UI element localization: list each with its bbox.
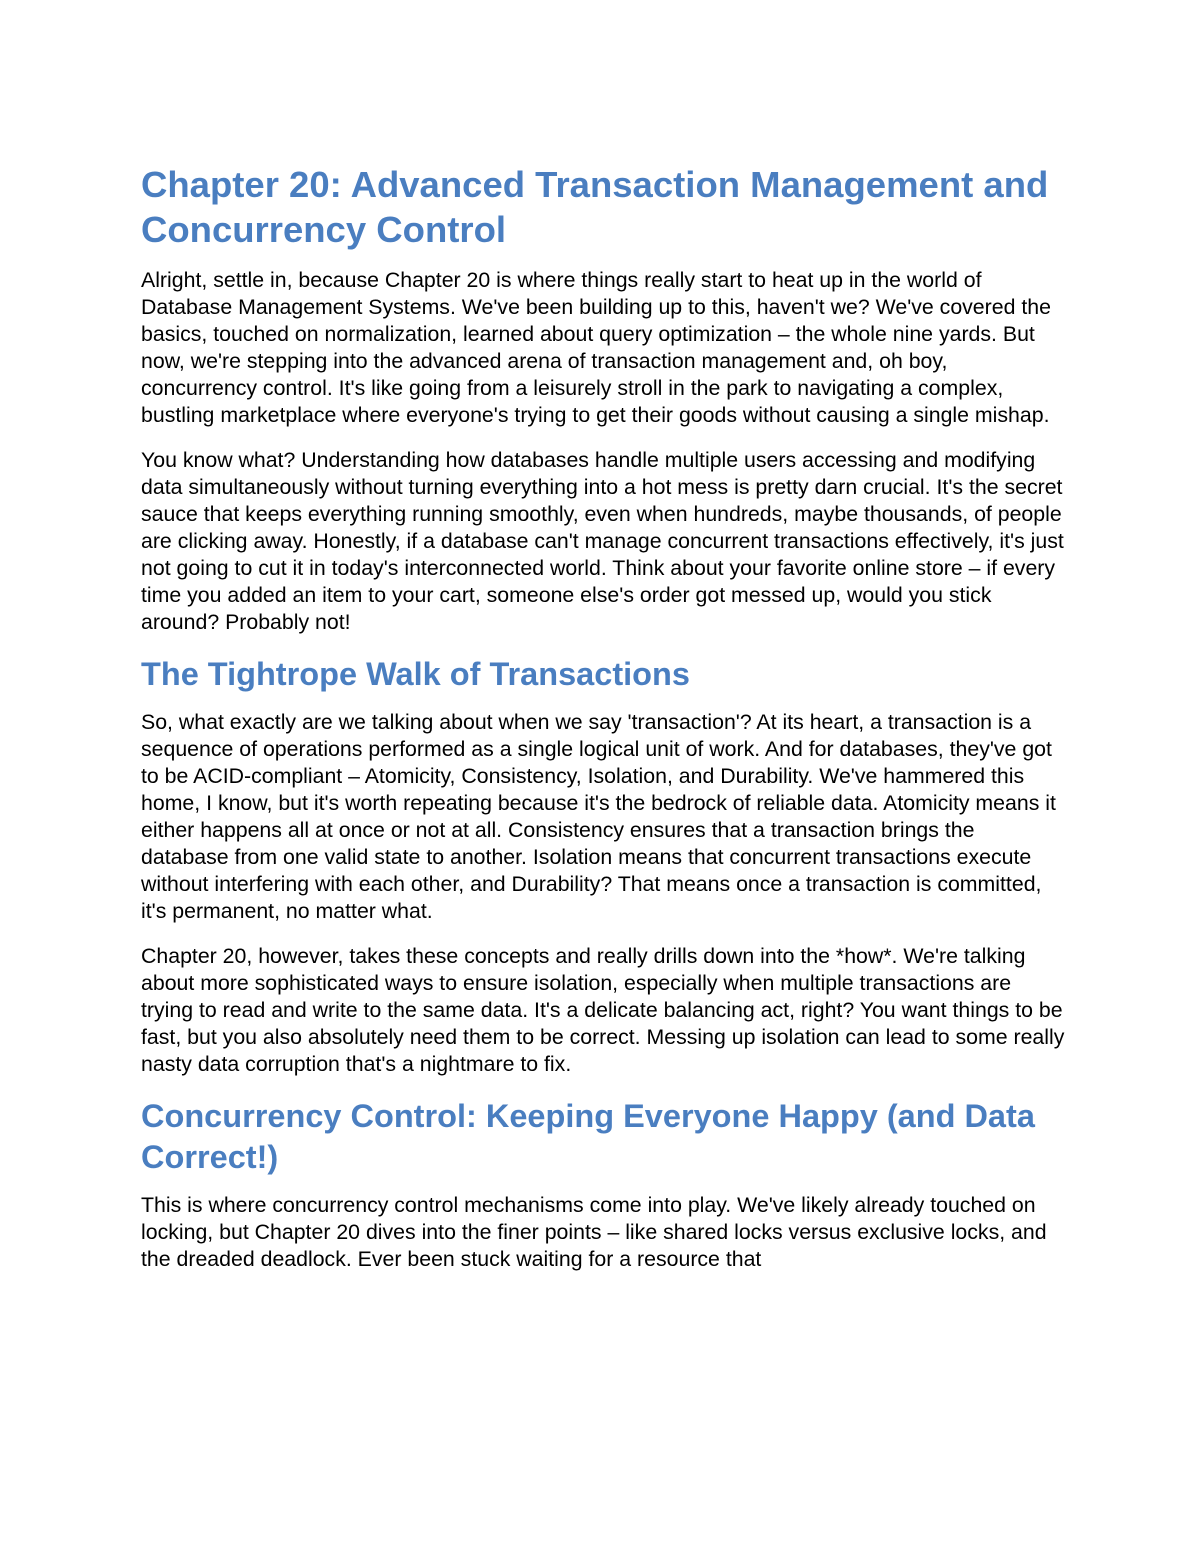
section-paragraph: So, what exactly are we talking about when we say 'transaction'? At its heart, a transaction is a sequence of operations performed as a single logical unit of work. And for databases, they've got to be ACID-compliant – Atomicity, Consistency, Isolation, and Durability. We've hammered this home, I know, but it's worth repeating because it's the bedrock of reliable data. Atomicity means it either happens all at once or not at all. Consistency ensures that a transaction brings the database from one valid state to another. Isolation means that concurrent transactions execute without interfering with each other, and Durability? That means once a transaction is committed, it's permanent, no matter what. — [141, 710, 1056, 923]
section-heading: Concurrency Control: Keeping Everyone Happy (and Data Correct!) — [141, 1098, 1035, 1175]
section-paragraph: Chapter 20, however, takes these concepts and really drills down into the *how*. We're talking about more sophisticated ways to ensure isolation, especially when multiple transactions are trying to read and write to the same data. It's a delicate balancing act, right? You want things to be fast, but you also absolutely need them to be correct. Messing up isolation can lead to some really nasty data corruption that's a nightmare to fix. — [141, 944, 1065, 1076]
page-title: Chapter 20: Advanced Transaction Management and Concurrency Control — [141, 164, 1049, 250]
section-tightrope-walk — [141, 654, 1065, 1078]
intro-paragraph-1: Alright, settle in, because Chapter 20 is where things really start to heat up in the world of Database Management Systems. We've been building up to this, haven't we? We've covered the basics, touched on normalization, learned about query optimization – the whole nine yards. But now, we're stepping into the advanced arena of transaction management and, oh boy, concurrency control. It's like going from a leisurely stroll in the park to navigating a complex, bustling marketplace where everyone's trying to get their goods without causing a single mishap. — [141, 268, 1051, 427]
intro-paragraph-2: You know what? Understanding how databases handle multiple users accessing and modifying data simultaneously without turning everything into a hot mess is pretty darn crucial. It's the secret sauce that keeps everything running smoothly, even when hundreds, maybe thousands, of people are clicking away. Honestly, if a database can't manage concurrent transactions effectively, it's just not going to cut it in today's interconnected world. Think about your favorite online store – if every time you added an item to your cart, someone else's order got messed up, would you stick around? Probably not! — [141, 448, 1064, 634]
section-paragraph: This is where concurrency control mechanisms come into play. We've likely already touched on locking, but Chapter 20 dives into the finer points – like shared locks versus exclusive locks, and the dreaded deadlock. Ever been stuck waiting for a resource that — [141, 1193, 1047, 1271]
document-page — [141, 162, 1065, 1291]
section-heading: The Tightrope Walk of Transactions — [141, 656, 690, 692]
section-concurrency-control — [141, 1096, 1065, 1273]
